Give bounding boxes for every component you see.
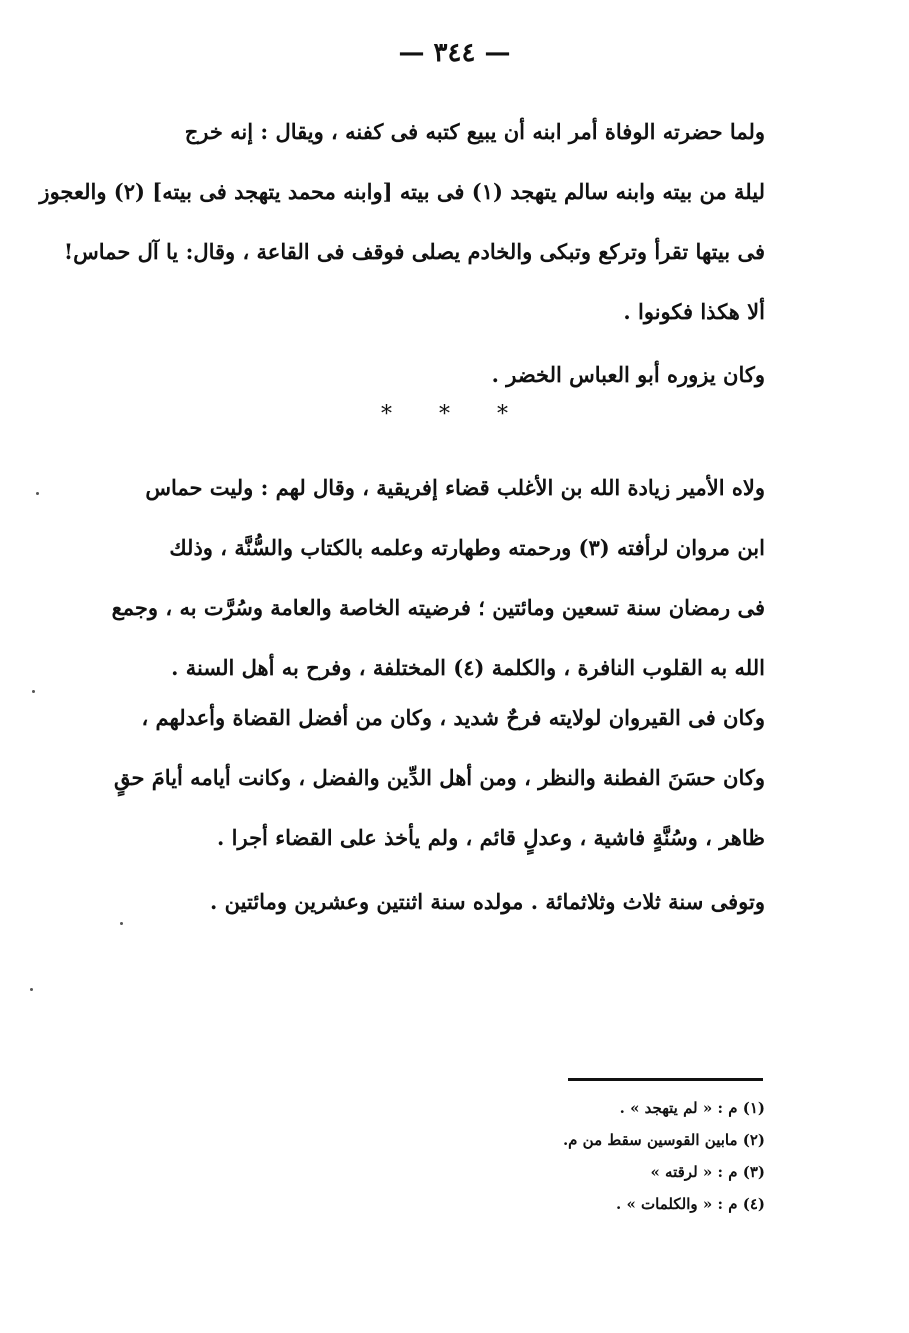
text-line: الله به القلوب النافرة ، والكلمة (٤) المختلفة ، وفرح به أهل السنة .: [171, 655, 765, 680]
text-line: وكان يزوره أبو العباس الخضر .: [491, 362, 765, 387]
footnote: (٤) م : « والكلمات » .: [616, 1195, 765, 1213]
paragraph-4: [100, 688, 765, 868]
text-line: فى رمضان سنة تسعين ومائتين ؛ فرضيته الخاصة والعامة وسُرَّت به ، وجمع: [111, 595, 765, 620]
footnote-divider: [568, 1078, 763, 1081]
section-separator: * * *: [381, 402, 528, 427]
text-line: ولاه الأمير زيادة الله بن الأغلب قضاء إفريقية ، وقال لهم : وليت حماس: [145, 475, 765, 500]
scan-speck: [36, 492, 39, 495]
page-number: — ٣٤٤ —: [398, 38, 511, 68]
footnotes: [520, 1092, 765, 1220]
text-line: وكان حسَنَ الفطنة والنظر ، ومن أهل الدِّين والفضل ، وكانت أيامه أيامَ حقٍ: [113, 765, 765, 790]
text-line: ألا هكذا فكونوا .: [623, 299, 765, 324]
text-line: فى بيتها تقرأ وتركع وتبكى والخادم يصلى فوقف فى القاعة ، وقال: يا آل حماس!: [63, 239, 765, 264]
paragraph-3: [100, 458, 765, 698]
footnote: (١) م : « لم يتهجد » .: [619, 1099, 765, 1117]
paragraph-5: [100, 872, 765, 932]
text-line: ولما حضرته الوفاة أمر ابنه أن يبيع كتبه فى كفنه ، ويقال : إنه خرج: [184, 119, 765, 144]
scan-speck: [120, 922, 123, 925]
text-line: ظاهر ، وسُنَّةٍ فاشية ، وعدلٍ قائم ، ولم يأخذ على القضاء أجرا .: [217, 825, 765, 850]
text-line: ابن مروان لرأفته (٣) ورحمته وطهارته وعلمه بالكتاب والسُّنَّة ، وذلك: [169, 535, 765, 560]
footnote: (٢) مابين القوسين سقط من م.: [562, 1131, 765, 1149]
text-line: ليلة من بيته وابنه سالم يتهجد (١) فى بيته [وابنه محمد يتهجد فى بيته] (٢) والعجوز: [39, 179, 765, 204]
paragraph-1: [39, 102, 765, 342]
text-line: وتوفى سنة ثلاث وثلاثمائة . مولده سنة اثنتين وعشرين ومائتين .: [210, 889, 765, 914]
paragraph-2: [100, 345, 765, 405]
text-line: وكان فى القيروان لولايته فرحٌ شديد ، وكان من أفضل القضاة وأعدلهم ،: [141, 705, 765, 730]
footnote: (٣) م : « لرقته »: [650, 1163, 765, 1181]
scan-speck: [30, 988, 33, 991]
scan-speck: [32, 690, 35, 693]
